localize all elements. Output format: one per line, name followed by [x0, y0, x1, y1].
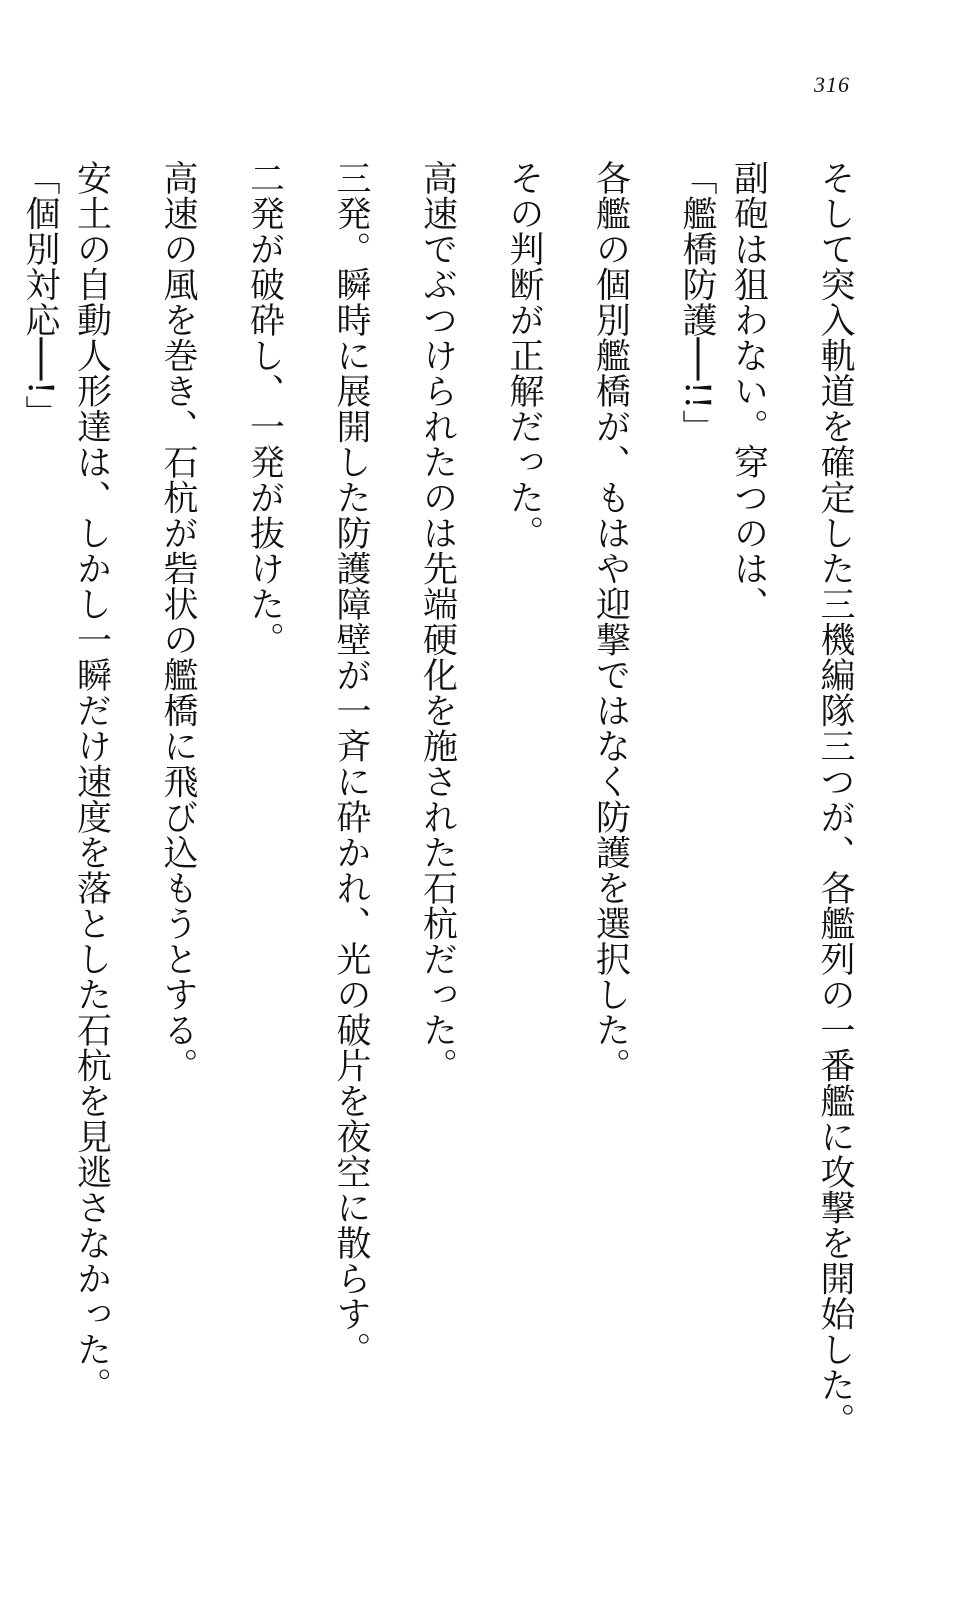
dialogue-line: 「艦橋防護──!!」 — [677, 160, 717, 446]
text-line: そして突入軌道を確定した三機編隊三つが、各艦列の一番艦に攻撃を開始した。 — [815, 160, 855, 1438]
text-line: 二発が破砕し、一発が抜けた。 — [244, 160, 285, 657]
text-line: その判断が正解だった。 — [504, 160, 544, 551]
dialogue-line: 「個別対応──!」 — [20, 160, 60, 431]
text-line: 各艦の個別艦橋が、もはや迎撃ではなく防護を選択した。 — [590, 160, 631, 1083]
text-line: 三発。瞬時に展開した防護障壁が一斉に砕かれ、光の破片を夜空に散らす。 — [331, 160, 371, 1367]
text-line: 高速でぶつけられたのは先端硬化を施された石杭だった。 — [417, 160, 458, 1083]
page-number: 316 — [814, 72, 850, 97]
text-line: 安土の自動人形達は、しかし一瞬だけ速度を落とした石杭を見逃さなかった。 — [71, 160, 112, 1403]
text-line: 副砲は狙わない。穿つのは、 — [728, 160, 769, 622]
body-text — [0, 160, 860, 1438]
text-line — [0, 160, 14, 1300]
text-line: 高速の風を巻き、石杭が砦状の艦橋に飛び込もうとする。 — [158, 160, 198, 1083]
